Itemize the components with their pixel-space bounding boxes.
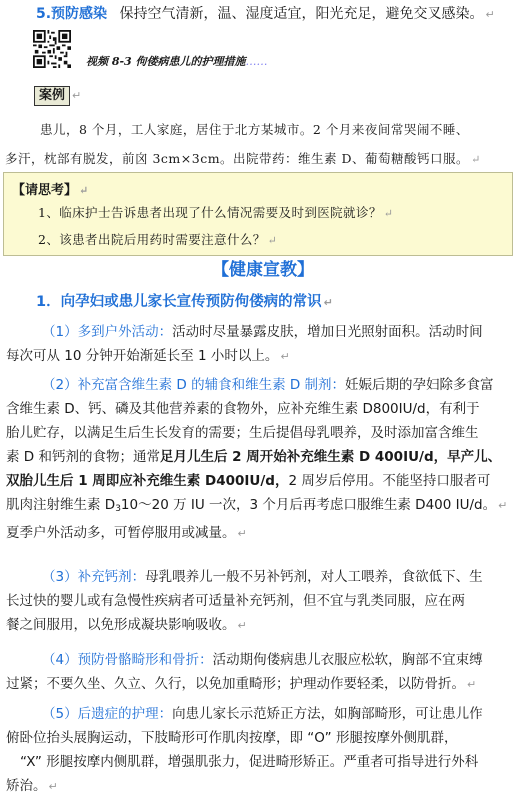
case-text-1: 患儿，8 个月，工人家庭，居住于北方某城市。2 个月来夜间常哭闹不睡、 xyxy=(40,122,469,137)
sec5-text: 保持空气清新，温、湿度适宜，阳光充足，避免交叉感染。 xyxy=(119,6,484,22)
item2-line5-bold: 双胎儿生后 1 周即应补充维生素 D400IU/d， xyxy=(6,473,289,489)
qr-code-icon[interactable] xyxy=(33,30,71,68)
item2-label: （2）补充富含维生素 D 的辅食和维生素 D 制剂： xyxy=(42,377,346,393)
return-mark: ↵ xyxy=(72,89,82,102)
case-text-line-2 xyxy=(5,149,481,170)
return-mark: ↵ xyxy=(48,780,58,793)
item2-subscript: 3 xyxy=(115,504,121,514)
think-heading-text: 【请思考】 xyxy=(12,183,78,198)
prevent-infection-line xyxy=(36,4,495,25)
item5-line3: “X” 形腿按摩内侧肌群，增强肌张力，促进畸形矫正。严重者可指导进行外科 xyxy=(20,754,479,770)
think-question-1 xyxy=(38,203,393,221)
item4-label: （4）预防骨骼畸形和骨折： xyxy=(42,652,213,668)
return-mark: ↵ xyxy=(79,184,89,197)
item-outdoor-activity xyxy=(6,320,516,369)
return-mark: ↵ xyxy=(485,8,495,21)
return-mark: ↵ xyxy=(267,234,278,247)
item2-line5: 2 周岁后停用。不能坚持口服者可 xyxy=(288,473,491,489)
item-calcium xyxy=(6,565,516,638)
item3-line1: 母乳喂养儿一般不另补钙剂，对人工喂养，食欲低下、生 xyxy=(145,569,483,585)
return-mark: ↵ xyxy=(498,499,508,512)
q2-text: 2、该患者出院后用药时需要注意什么？ xyxy=(38,232,266,247)
item2-line6a: 肌肉注射维生素 D xyxy=(6,497,116,513)
section-heading xyxy=(36,292,333,313)
return-mark: ↵ xyxy=(383,207,394,220)
return-mark: ↵ xyxy=(471,153,481,166)
item4-line1: 活动期佝偻病患儿衣服应松软，胸部不宜束缚 xyxy=(212,652,483,668)
item5-line4: 矫治。 xyxy=(6,778,47,794)
case-text-line-1 xyxy=(40,120,469,140)
item2-line2: 含维生素 D、钙、磷及其他营养素的食物外，应补充维生素 D800IU/d，有利于 xyxy=(6,401,480,417)
case-label: 案例 xyxy=(34,86,70,106)
item5-line1: 向患儿家长示范矫正方法，如胸部畸形，可让患儿作 xyxy=(172,706,483,722)
q1-text: 1、临床护士告诉患者出现了什么情况需要及时到医院就诊？ xyxy=(38,205,382,220)
return-mark: ↵ xyxy=(280,350,290,363)
item2-line4: 素 D 和钙剂的食物；通常 xyxy=(6,449,160,465)
return-mark: ↵ xyxy=(237,527,247,540)
return-mark: ↵ xyxy=(237,619,247,632)
sec5-label: 5.预防感染 xyxy=(36,6,108,22)
return-mark: ↵ xyxy=(467,678,477,691)
item5-line2: 俯卧位抬头展胸运动，下肢畸形可作肌肉按摩，即 “O” 形腿按摩外侧肌群， xyxy=(6,730,458,746)
item3-line3: 餐之间服用，以免形成凝块影响吸收。 xyxy=(6,617,236,633)
item-vitamin-d xyxy=(6,373,516,546)
case-label-box xyxy=(34,86,81,108)
think-question-2 xyxy=(38,230,277,248)
section-heading-text: 1．向孕妇或患儿家长宣传预防佝偻病的常识 xyxy=(36,294,322,310)
item1-line2: 每次可从 10 分钟开始渐延长至 1 小时以上。 xyxy=(6,348,279,364)
item1-line1: 活动时尽量暴露皮肤，增加日光照射面积。活动时间 xyxy=(172,324,483,340)
return-mark: ↵ xyxy=(323,296,333,309)
item-prevent-deformity xyxy=(6,648,516,697)
item2-line3: 胎儿贮存，以满足生后生长发育的需要；生后提倡母乳喂养，及时添加富含维生 xyxy=(6,425,479,441)
item4-line2: 过紧；不要久坐、久立、久行，以免加重畸形；护理动作要轻柔，以防骨折。 xyxy=(6,676,465,692)
item2-line6b: 10～20 万 IU 一次，3 个月后再考虑口服维生素 D400 IU/d。 xyxy=(120,497,497,513)
video-title: 视频 8-3 佝偻病患儿的护理措施 xyxy=(86,55,246,68)
item3-line2: 长过快的婴儿或有急慢性疾病者可适量补充钙剂，但不宜与乳类同服，应在两 xyxy=(6,593,465,609)
case-text-2: 多汗，枕部有脱发，前囟 3cm×3cm。出院带药：维生素 D、葡萄糖酸钙口服。 xyxy=(5,151,470,166)
item2-line1: 妊娠后期的孕妇除多食富 xyxy=(345,377,494,393)
item2-line7: 夏季户外活动多，可暂停服用或减量。 xyxy=(6,525,236,541)
item5-label: （5）后遗症的护理： xyxy=(42,706,173,722)
health-education-title: 【健康宣教】 xyxy=(212,260,314,280)
video-dots: …… xyxy=(245,55,268,68)
think-heading xyxy=(12,179,88,198)
think-box xyxy=(3,172,513,256)
item3-label: （3）补充钙剂： xyxy=(42,569,146,585)
item-sequelae-care xyxy=(6,702,516,799)
item1-label: （1）多到户外活动： xyxy=(42,324,173,340)
item2-line4-bold: 足月儿生后 2 周开始补充维生素 D 400IU/d，早产儿、 xyxy=(159,449,502,465)
video-caption[interactable] xyxy=(86,53,268,69)
